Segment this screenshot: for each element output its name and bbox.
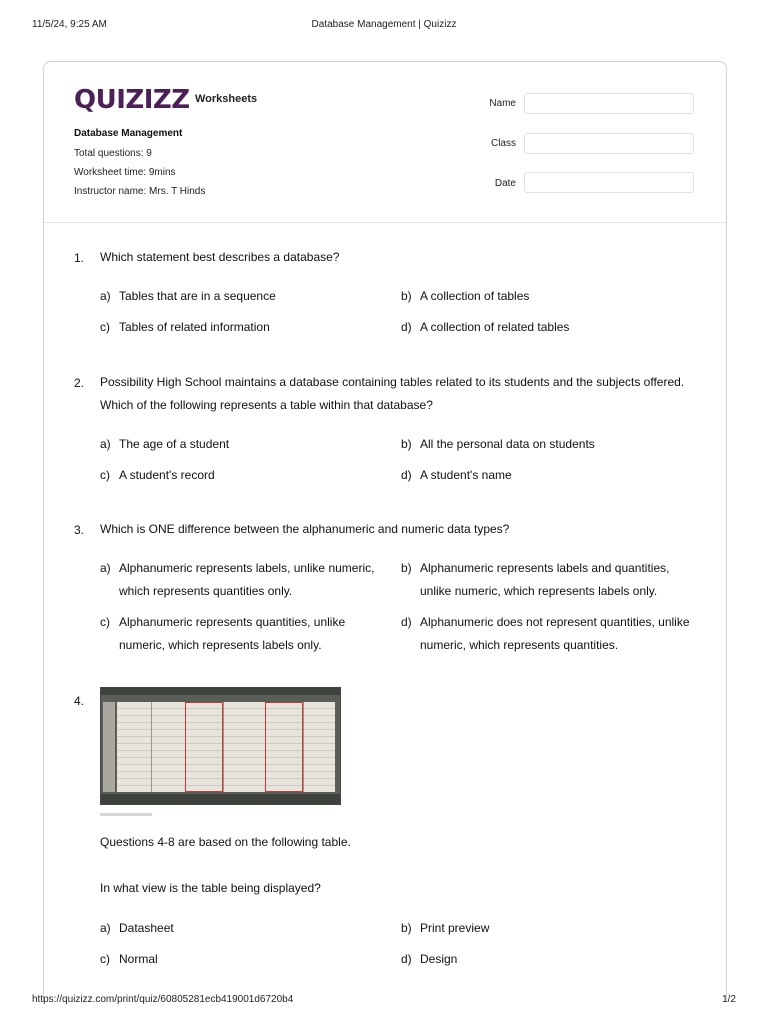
- image-column-divider: [303, 702, 304, 792]
- class-label: Class: [490, 138, 516, 149]
- option-letter: b): [401, 561, 412, 575]
- option-item[interactable]: [401, 464, 701, 487]
- image-ribbon: [101, 688, 341, 695]
- date-label: Date: [494, 178, 516, 189]
- question-number: 4.: [74, 694, 85, 708]
- name-label: Name: [489, 98, 516, 109]
- print-date: 11/5/24, 9:25 AM: [32, 19, 107, 30]
- image-column-divider: [223, 702, 224, 792]
- option-letter: c): [100, 468, 110, 482]
- option-item[interactable]: [100, 464, 400, 487]
- question-number: 3.: [74, 523, 85, 537]
- total-questions: Total questions: 9: [74, 148, 152, 159]
- option-text: Normal: [119, 952, 158, 966]
- access-table-screenshot: [100, 687, 341, 805]
- option-item[interactable]: [401, 433, 701, 456]
- option-item[interactable]: [100, 611, 380, 657]
- option-text: Alphanumeric represents labels, unlike numeric, which represents quantities only.: [119, 561, 375, 598]
- option-item[interactable]: [401, 948, 701, 971]
- print-url: https://quizizz.com/print/quiz/60805281ecb419001d6720b4: [32, 994, 294, 1005]
- option-item[interactable]: [100, 917, 400, 940]
- option-letter: a): [100, 561, 111, 575]
- option-item[interactable]: [100, 433, 400, 456]
- image-record-bar: [101, 794, 341, 804]
- instructor-name: Instructor name: Mrs. T Hinds: [74, 186, 206, 197]
- option-text: The age of a student: [119, 437, 230, 451]
- option-text: Print preview: [420, 921, 490, 935]
- option-letter: a): [100, 437, 111, 451]
- option-item[interactable]: [401, 611, 701, 657]
- option-letter: b): [401, 921, 412, 935]
- worksheet-title: Database Management: [74, 128, 183, 139]
- image-highlight-box: [185, 702, 223, 792]
- option-item[interactable]: [401, 557, 701, 603]
- option-text: Datasheet: [119, 921, 174, 935]
- question-text: Possibility High School maintains a database containing tables related to its students and the subjects offered. Which of the following represents a table within that database?: [100, 375, 685, 412]
- option-letter: a): [100, 289, 111, 303]
- image-column-divider: [151, 702, 152, 792]
- scan-watermark: [100, 806, 160, 814]
- option-item[interactable]: [401, 285, 701, 308]
- question-text: Which is ONE difference between the alphanumeric and numeric data types?: [100, 522, 510, 536]
- question-number: 2.: [74, 376, 85, 390]
- logo-wordmark: QUIZIZZ: [74, 85, 190, 115]
- question-number: 1.: [74, 251, 85, 265]
- logo-subtitle: Worksheets: [195, 93, 258, 105]
- option-text: Alphanumeric does not represent quantities, unlike numeric, which represents quantities.: [420, 615, 690, 652]
- worksheet-header: [44, 62, 726, 223]
- option-letter: d): [401, 320, 412, 334]
- question-intro: Questions 4-8 are based on the following table.: [100, 835, 351, 849]
- option-text: All the personal data on students: [420, 437, 595, 451]
- option-letter: d): [401, 468, 412, 482]
- option-letter: d): [401, 615, 412, 629]
- image-navigation-pane: [103, 702, 115, 792]
- image-highlight-box: [265, 702, 303, 792]
- option-text: A collection of related tables: [420, 320, 570, 334]
- option-letter: c): [100, 615, 110, 629]
- question-text: In what view is the table being displayed?: [100, 881, 321, 895]
- quizizz-logo: [74, 85, 258, 115]
- worksheet-time: Worksheet time: 9mins: [74, 167, 176, 178]
- class-field[interactable]: [524, 133, 694, 154]
- option-letter: c): [100, 320, 110, 334]
- option-text: A student's name: [420, 468, 512, 482]
- print-footer: [32, 994, 736, 1008]
- option-item[interactable]: [401, 316, 701, 339]
- option-letter: d): [401, 952, 412, 966]
- option-text: Design: [420, 952, 458, 966]
- option-letter: a): [100, 921, 111, 935]
- name-field[interactable]: [524, 93, 694, 114]
- option-text: Tables that are in a sequence: [119, 289, 276, 303]
- option-item[interactable]: [100, 557, 380, 603]
- option-item[interactable]: [401, 917, 701, 940]
- option-text: Tables of related information: [119, 320, 270, 334]
- question-text: Which statement best describes a database?: [100, 250, 340, 264]
- page-number: 1/2: [722, 994, 736, 1005]
- option-text: Alphanumeric represents labels and quantities, unlike numeric, which represents labels only.: [420, 561, 670, 598]
- option-item[interactable]: [100, 285, 400, 308]
- option-letter: b): [401, 437, 412, 451]
- option-text: Alphanumeric represents quantities, unlike numeric, which represents labels only.: [119, 615, 346, 652]
- option-text: A student's record: [119, 468, 215, 482]
- option-letter: c): [100, 952, 110, 966]
- print-title: Database Management | Quizizz: [311, 19, 457, 30]
- date-field[interactable]: [524, 172, 694, 193]
- option-item[interactable]: [100, 316, 400, 339]
- option-text: A collection of tables: [420, 289, 530, 303]
- print-header: [32, 19, 736, 33]
- option-letter: b): [401, 289, 412, 303]
- option-item[interactable]: [100, 948, 400, 971]
